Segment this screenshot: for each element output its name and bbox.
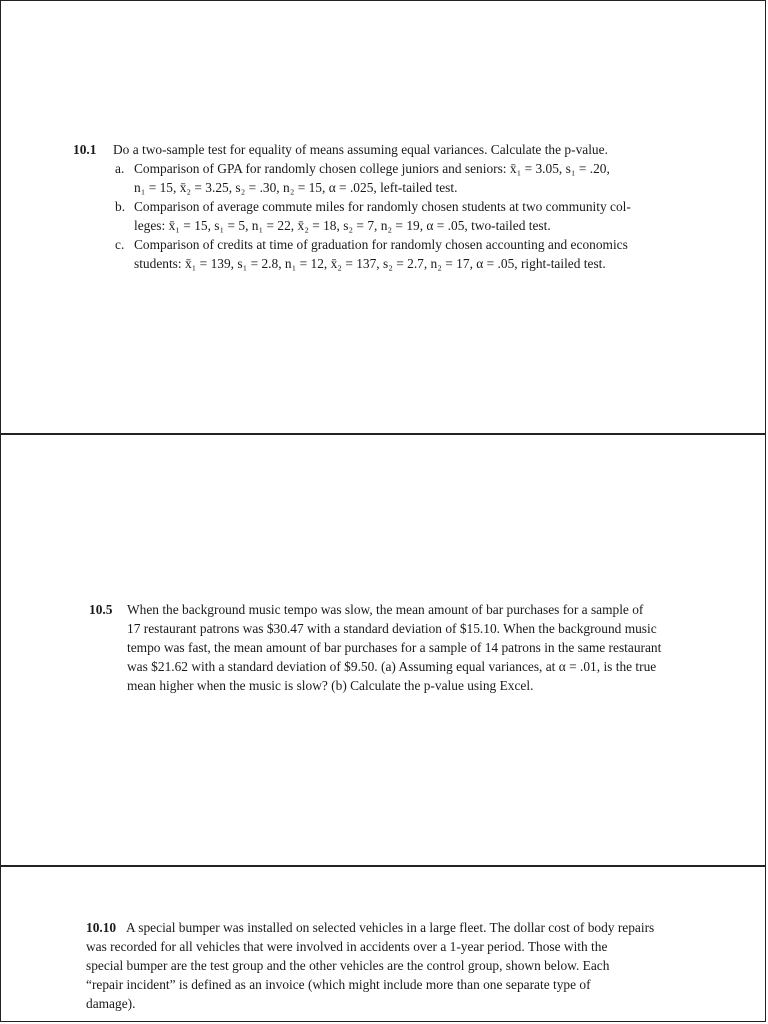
problem-header [73,140,693,159]
problem-line: damage). [86,996,136,1011]
problem-line: mean higher when the music is slow? (b) Calculate the p-value using Excel. [127,678,534,693]
sub-question-line: Comparison of average commute miles for randomly chosen students at two community col- [134,199,631,214]
sub-question-list [73,159,693,273]
problem-intro: Do a two-sample test for equality of means assuming equal variances. Calculate the p-value. [113,142,608,157]
panel-problem-10-1 [1,1,765,433]
problem-number: 10.10 [86,920,117,935]
sub-question-c [73,235,693,273]
sub-question-line: n₁ = 15, x̄₂ = 3.25, s₂ = .30, n₂ = 15, α = .025, left-tailed test. [134,180,458,195]
problem-line: was recorded for all vehicles that were involved in accidents over a 1-year period. Those with the [86,939,608,954]
sub-question-line: leges: x̄₁ = 15, s₁ = 5, n₁ = 22, x̄₂ = 18, s₂ = 7, n₂ = 19, α = .05, two-tailed test. [134,218,551,233]
sub-question-line: students: x̄₁ = 139, s₁ = 2.8, n₁ = 12, x̄₂ = 137, s₂ = 2.7, n₂ = 17, α = .05, right-tailed test. [134,256,606,271]
problem-number: 10.5 [89,602,113,617]
sub-question-line: Comparison of GPA for randomly chosen college juniors and seniors: x̄₁ = 3.05, s₁ = .20, [134,161,610,176]
sub-question-a [73,159,693,197]
problem-line: A special bumper was installed on selected vehicles in a large fleet. The dollar cost of body repairs [126,920,655,935]
problem-line: 17 restaurant patrons was $30.47 with a standard deviation of $15.10. When the background music [127,621,657,636]
problem-line: special bumper are the test group and the other vehicles are the control group, shown below. Each [86,958,610,973]
sub-question-letter: c. [115,237,125,252]
sub-question-letter: a. [115,161,125,176]
sub-question-b [73,197,693,235]
problem-line: tempo was fast, the mean amount of bar purchases for a sample of 14 patrons in the same restaurant [127,640,662,655]
problem-10-5 [89,600,701,695]
problem-line: was $21.62 with a standard deviation of $9.50. (a) Assuming equal variances, at α = .01, is the true [127,659,657,674]
problem-number: 10.1 [73,142,97,157]
sub-question-line: Comparison of credits at time of graduation for randomly chosen accounting and economics [134,237,628,252]
sub-question-letter: b. [115,199,126,214]
problem-10-10 [86,918,696,1013]
problem-10-1 [73,140,693,273]
problem-line: When the background music tempo was slow, the mean amount of bar purchases for a sample of [127,602,644,617]
problem-line: “repair incident” is defined as an invoice (which might include more than one separate type of [86,977,591,992]
problem-first-line [86,918,696,937]
problem-body [89,600,701,695]
